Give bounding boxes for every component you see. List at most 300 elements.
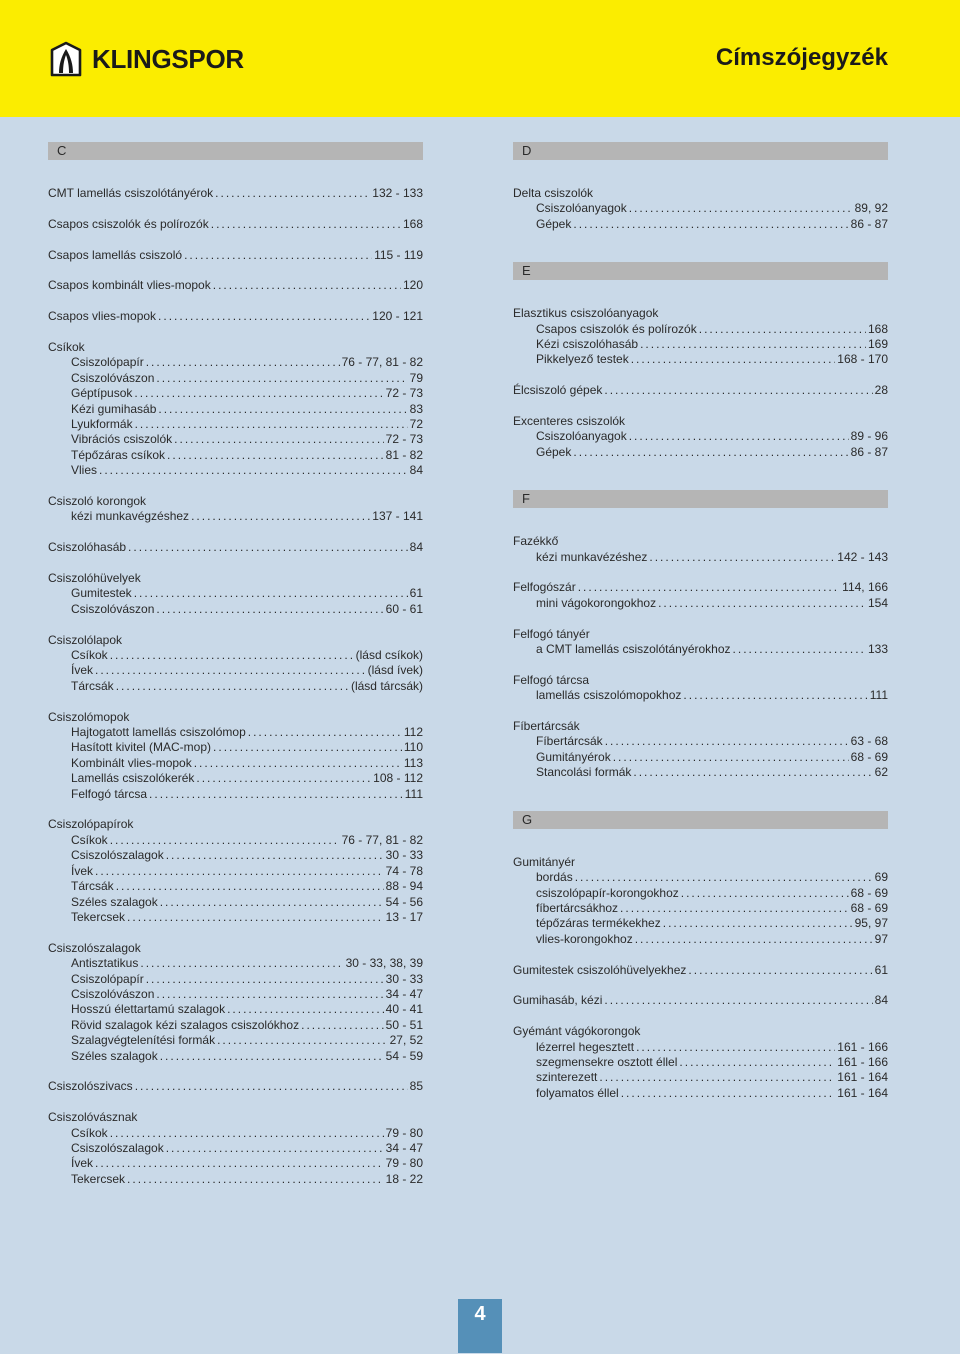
entry-label: Felfogó tárcsa xyxy=(71,786,148,801)
entry-heading: Csíkok xyxy=(48,339,85,354)
index-section-e xyxy=(513,262,888,460)
index-entry xyxy=(48,1141,423,1156)
index-entry xyxy=(48,679,423,694)
entry-heading: Fíbertárcsák xyxy=(513,719,580,734)
dot-leader xyxy=(635,932,873,947)
entry-pages: 108 - 112 xyxy=(373,771,423,786)
dot-leader xyxy=(629,429,849,444)
dot-leader xyxy=(215,186,370,201)
entry-label: Tépőzáras csíkok xyxy=(71,447,166,462)
index-entry xyxy=(513,750,888,765)
entry-pages: 27, 52 xyxy=(389,1033,423,1048)
dot-leader xyxy=(116,679,349,694)
index-entry xyxy=(48,895,423,910)
index-entry xyxy=(48,509,423,524)
entry-pages: 142 - 143 xyxy=(837,549,888,564)
dot-leader xyxy=(95,1156,384,1171)
index-entry xyxy=(513,322,888,337)
entry-label: Csiszolóanyagok xyxy=(536,201,627,216)
index-entry xyxy=(48,663,423,678)
entry-pages: 161 - 164 xyxy=(837,1070,888,1085)
dot-leader xyxy=(663,916,853,931)
section-letter-bar: C xyxy=(48,142,423,160)
dot-leader xyxy=(613,750,849,765)
entry-heading: Fazékkő xyxy=(513,534,559,549)
entry-pages: 86 - 87 xyxy=(850,216,888,231)
entry-label: Tekercsek xyxy=(71,909,126,924)
dot-leader xyxy=(699,322,866,337)
entry-label: Csiszolóvászon xyxy=(71,601,155,616)
entry-label: Hajtogatott lamellás csiszolómop xyxy=(71,725,246,740)
dot-leader xyxy=(605,734,849,749)
dot-leader xyxy=(573,445,848,460)
entry-label: lamellás csiszolómopokhoz xyxy=(536,688,682,703)
entry-label: Gépek xyxy=(536,216,572,231)
index-group xyxy=(513,993,888,1008)
entry-pages: 161 - 166 xyxy=(837,1039,888,1054)
entry-label: Széles szalagok xyxy=(71,1048,158,1063)
index-group xyxy=(48,309,423,324)
entry-pages: 168 xyxy=(402,216,423,231)
entry-pages: 72 xyxy=(409,417,423,432)
index-entry xyxy=(513,993,888,1008)
index-entry xyxy=(513,445,888,460)
index-section-c xyxy=(48,142,423,1187)
index-section-d xyxy=(513,142,888,232)
entry-pages: 79 - 80 xyxy=(385,1156,423,1171)
index-group xyxy=(48,633,423,695)
entry-heading: Csiszolólapok xyxy=(48,632,123,647)
index-entry xyxy=(48,386,423,401)
entry-pages: 168 xyxy=(867,321,888,336)
entry-pages: 68 - 69 xyxy=(850,885,888,900)
entry-heading: Csiszolószalagok xyxy=(48,940,141,955)
index-entry xyxy=(513,932,888,947)
entry-pages: 62 xyxy=(874,765,888,780)
dot-leader xyxy=(158,309,370,324)
dot-leader xyxy=(146,355,340,370)
dot-leader xyxy=(110,648,354,663)
entry-label: a CMT lamellás csiszolótányérokhoz xyxy=(536,642,731,657)
entry-pages: 79 xyxy=(409,370,423,385)
index-entry xyxy=(513,1040,888,1055)
entry-label: Széles szalagok xyxy=(71,894,158,909)
entry-pages: (lásd ívek) xyxy=(367,663,423,678)
page-number: 4 xyxy=(458,1299,502,1353)
entry-heading: Csiszolópapírok xyxy=(48,817,134,832)
entry-label: Hasított kivitel (MAC-mop) xyxy=(71,740,212,755)
entry-label: Szalagvégtelenítési formák xyxy=(71,1033,216,1048)
index-heading-entry xyxy=(513,580,888,595)
index-group xyxy=(48,941,423,1064)
entry-label: Rövid szalagok kézi szalagos csiszolókhoz xyxy=(71,1017,300,1032)
entry-label: CMT lamellás csiszolótányérok xyxy=(48,186,214,200)
dot-leader xyxy=(127,910,384,925)
entry-pages: 72 - 73 xyxy=(385,386,423,401)
index-entry xyxy=(48,910,423,925)
dot-leader xyxy=(194,756,402,771)
entry-label: szinterezett xyxy=(536,1070,598,1085)
entry-heading: Elasztikus csiszolóanyagok xyxy=(513,306,659,321)
entry-label: Hosszú élettartamú szalagok xyxy=(71,1002,226,1017)
index-entry xyxy=(513,550,888,565)
entry-pages: 113 xyxy=(403,755,423,770)
entry-pages: 89, 92 xyxy=(854,201,888,216)
dot-leader xyxy=(688,963,872,978)
index-entry xyxy=(513,870,888,885)
index-entry xyxy=(48,402,423,417)
entry-label: Csiszolószivacs xyxy=(48,1079,133,1094)
index-group xyxy=(48,540,423,555)
entry-label: Pikkelyező testek xyxy=(536,352,629,367)
entry-heading: Felfogó tárcsa xyxy=(513,672,590,687)
entry-label: tépőzáras termékekhez xyxy=(536,916,661,931)
index-entry xyxy=(513,886,888,901)
index-group xyxy=(48,710,423,802)
dot-leader xyxy=(621,1086,836,1101)
index-entry xyxy=(48,540,423,555)
entry-pages: 154 xyxy=(867,595,888,610)
entry-pages: 95, 97 xyxy=(854,916,888,931)
entry-label: Élcsiszoló gépek xyxy=(513,383,603,398)
index-entry xyxy=(48,864,423,879)
dot-leader xyxy=(649,550,835,565)
entry-label: Tárcsák xyxy=(71,678,114,693)
dot-leader xyxy=(620,901,849,916)
entry-pages: 114, 166 xyxy=(842,580,888,595)
index-group xyxy=(48,1079,423,1094)
entry-label: Stancolási formák xyxy=(536,765,632,780)
entry-label: kézi munkavézéshez xyxy=(536,549,648,564)
entry-pages: 97 xyxy=(874,931,888,946)
index-entry xyxy=(513,734,888,749)
dot-leader xyxy=(196,771,371,786)
entry-pages: 111 xyxy=(869,688,888,703)
index-entry xyxy=(48,756,423,771)
entry-label: Csapos csiszolók és polírozók xyxy=(536,321,697,336)
entry-label: Gumitestek xyxy=(71,586,132,601)
dot-leader xyxy=(134,586,408,601)
entry-pages: 68 - 69 xyxy=(850,749,888,764)
index-group xyxy=(513,414,888,460)
entry-pages: 169 xyxy=(867,337,888,352)
entry-pages: 72 - 73 xyxy=(385,432,423,447)
index-group xyxy=(48,1110,423,1187)
dot-leader xyxy=(99,463,408,478)
index-group xyxy=(513,186,888,232)
entry-label: mini vágokorongokhoz xyxy=(536,595,657,610)
index-group xyxy=(48,217,423,232)
index-entry xyxy=(48,1049,423,1064)
entry-pages: 61 xyxy=(409,586,423,601)
dot-leader xyxy=(146,972,384,987)
index-entry xyxy=(48,355,423,370)
entry-label: Csíkok xyxy=(71,832,108,847)
dot-leader xyxy=(679,1055,835,1070)
entry-heading: Felfogó tányér xyxy=(513,626,590,641)
entry-label: Csiszolóvászon xyxy=(71,370,155,385)
entry-label: Ívek xyxy=(71,663,94,678)
index-entry xyxy=(48,1126,423,1141)
entry-pages: (lásd csíkok) xyxy=(355,648,423,663)
index-group xyxy=(48,571,423,617)
index-entry xyxy=(48,879,423,894)
index-entry xyxy=(48,463,423,478)
entry-label: kézi munkavégzéshez xyxy=(71,509,190,524)
index-entry xyxy=(48,278,423,293)
entry-heading: Csiszolómopok xyxy=(48,709,130,724)
index-column-right xyxy=(513,142,888,1101)
entry-pages: 120 - 121 xyxy=(372,309,423,324)
entry-label: Kézi csiszolóhasáb xyxy=(536,337,639,352)
index-entry xyxy=(48,1018,423,1033)
dot-leader xyxy=(140,956,343,971)
dot-leader xyxy=(301,1018,384,1033)
entry-pages: 60 - 61 xyxy=(385,601,423,616)
entry-label: Csapos vlies-mopok xyxy=(48,309,157,324)
dot-leader xyxy=(135,1079,408,1094)
index-entry xyxy=(48,972,423,987)
entry-pages: 161 - 166 xyxy=(837,1054,888,1069)
entry-label: Gumitestek csiszolóhüvelyekhez xyxy=(513,962,687,977)
entry-pages: 28 xyxy=(874,383,888,398)
index-entry xyxy=(48,371,423,386)
index-entry xyxy=(48,787,423,802)
entry-pages: 50 - 51 xyxy=(385,1017,423,1032)
index-entry xyxy=(48,1002,423,1017)
index-group xyxy=(513,580,888,611)
dot-leader xyxy=(149,787,403,802)
entry-label: Csiszolópapír xyxy=(71,971,144,986)
index-group xyxy=(513,719,888,781)
dot-leader xyxy=(636,1040,835,1055)
entry-pages: 111 xyxy=(404,786,423,801)
entry-label: Lyukformák xyxy=(71,417,133,432)
index-group xyxy=(48,817,423,925)
dot-leader xyxy=(213,278,401,293)
section-letter-bar: G xyxy=(513,811,888,829)
dot-leader xyxy=(95,663,366,678)
entry-label: vlies-korongokhoz xyxy=(536,931,633,946)
dot-leader xyxy=(156,987,383,1002)
dot-leader xyxy=(135,417,408,432)
index-group xyxy=(48,248,423,263)
brand-logo xyxy=(49,40,244,78)
entry-label: Csiszolópapír xyxy=(71,355,144,370)
entry-pages: 79 - 80 xyxy=(385,1125,423,1140)
entry-pages: 85 xyxy=(409,1079,423,1094)
dot-leader xyxy=(578,580,840,595)
entry-pages: 30 - 33 xyxy=(385,848,423,863)
entry-pages: 30 - 33 xyxy=(385,971,423,986)
entry-pages: 168 - 170 xyxy=(837,352,888,367)
index-entry xyxy=(48,309,423,324)
index-entry xyxy=(513,429,888,444)
section-letter-bar: E xyxy=(513,262,888,280)
index-entry xyxy=(513,963,888,978)
index-entry xyxy=(513,901,888,916)
index-entry xyxy=(48,740,423,755)
entry-label: fíbertárcsákhoz xyxy=(536,900,619,915)
entry-pages: 68 - 69 xyxy=(850,900,888,915)
index-group xyxy=(513,963,888,978)
entry-label: csiszolópapír-korongokhoz xyxy=(536,885,679,900)
dot-leader xyxy=(134,386,383,401)
index-entry xyxy=(48,1156,423,1171)
entry-label: Fíbertárcsák xyxy=(536,734,603,749)
dot-leader xyxy=(733,642,866,657)
index-entry xyxy=(513,383,888,398)
index-group xyxy=(513,673,888,704)
entry-pages: 84 xyxy=(874,993,888,1008)
entry-label: Ívek xyxy=(71,1156,94,1171)
section-letter-bar: D xyxy=(513,142,888,160)
index-entry xyxy=(48,956,423,971)
entry-heading: Gyémánt vágókorongok xyxy=(513,1024,641,1039)
entry-heading: Excenteres csiszolók xyxy=(513,414,626,429)
dot-leader xyxy=(158,402,407,417)
dot-leader xyxy=(110,833,340,848)
entry-pages: 34 - 47 xyxy=(385,986,423,1001)
dot-leader xyxy=(156,602,383,617)
entry-label: Csapos csiszolók és polírozók xyxy=(48,216,209,231)
entry-label: Csíkok xyxy=(71,1125,108,1140)
dot-leader xyxy=(110,1126,384,1141)
entry-label: Csiszolószalagok xyxy=(71,848,164,863)
index-group xyxy=(48,340,423,479)
entry-pages: 84 xyxy=(409,463,423,478)
index-entry xyxy=(48,217,423,232)
index-group xyxy=(48,186,423,201)
entry-label: Gépek xyxy=(536,444,572,459)
index-group xyxy=(513,1024,888,1101)
entry-pages: 112 xyxy=(403,725,423,740)
entry-pages: 115 - 119 xyxy=(374,247,423,262)
entry-pages: 137 - 141 xyxy=(372,509,423,524)
dot-leader xyxy=(174,432,383,447)
entry-label: Csiszolóhasáb xyxy=(48,540,127,555)
entry-heading: Csiszolóvásznak xyxy=(48,1110,138,1125)
dot-leader xyxy=(128,540,408,555)
entry-label: folyamatos éllel xyxy=(536,1085,619,1100)
index-column-left xyxy=(48,142,423,1187)
entry-label: Géptípusok xyxy=(71,386,133,401)
index-entry xyxy=(48,417,423,432)
entry-pages: 81 - 82 xyxy=(385,447,423,462)
index-entry xyxy=(48,833,423,848)
entry-label: szegmensekre osztott éllel xyxy=(536,1054,678,1069)
dot-leader xyxy=(127,1172,384,1187)
index-entry xyxy=(48,1172,423,1187)
entry-pages: 89 - 96 xyxy=(850,429,888,444)
entry-heading: Delta csiszolók xyxy=(513,186,594,200)
dot-leader xyxy=(211,217,401,232)
dot-leader xyxy=(640,337,866,352)
dot-leader xyxy=(681,886,849,901)
entry-pages: 110 xyxy=(403,740,423,755)
dot-leader xyxy=(631,352,836,367)
entry-heading: Csiszoló korongok xyxy=(48,494,147,509)
entry-label: Kézi gumihasáb xyxy=(71,401,157,416)
index-entry xyxy=(513,1086,888,1101)
entry-label: Ívek xyxy=(71,863,94,878)
dot-leader xyxy=(599,1070,835,1085)
index-entry xyxy=(513,201,888,216)
index-entry xyxy=(48,771,423,786)
index-group xyxy=(48,278,423,293)
index-entry xyxy=(513,688,888,703)
entry-label: Csiszolóvászon xyxy=(71,986,155,1001)
entry-pages: 13 - 17 xyxy=(385,909,423,924)
index-entry xyxy=(513,1070,888,1085)
dot-leader xyxy=(248,725,402,740)
index-entry xyxy=(48,186,423,201)
entry-pages: 54 - 56 xyxy=(385,894,423,909)
index-entry xyxy=(513,337,888,352)
entry-label: Antisztatikus xyxy=(71,956,139,971)
dot-leader xyxy=(658,596,866,611)
dot-leader xyxy=(166,848,384,863)
index-entry xyxy=(513,596,888,611)
dot-leader xyxy=(167,448,384,463)
dot-leader xyxy=(217,1033,388,1048)
entry-label: bordás xyxy=(536,870,573,885)
dot-leader xyxy=(191,509,370,524)
index-entry xyxy=(48,648,423,663)
entry-pages: 88 - 94 xyxy=(385,879,423,894)
index-entry xyxy=(48,987,423,1002)
entry-pages: 30 - 33, 38, 39 xyxy=(345,956,423,971)
index-entry xyxy=(48,848,423,863)
index-entry xyxy=(513,1055,888,1070)
entry-pages: 63 - 68 xyxy=(850,734,888,749)
entry-label: Gumihasáb, kézi xyxy=(513,993,603,1008)
entry-pages: (lásd tárcsák) xyxy=(350,678,423,693)
entry-label: Kombinált vlies-mopok xyxy=(71,755,192,770)
dot-leader xyxy=(629,201,853,216)
dot-leader xyxy=(633,765,872,780)
entry-label: Tárcsák xyxy=(71,879,114,894)
dot-leader xyxy=(184,248,372,263)
index-entry xyxy=(513,765,888,780)
index-entry xyxy=(48,1033,423,1048)
entry-label: Csíkok xyxy=(71,648,108,663)
entry-label: Csiszolóanyagok xyxy=(536,429,627,444)
entry-label: Csapos lamellás csiszoló xyxy=(48,247,183,262)
entry-label: Vlies xyxy=(71,463,98,478)
entry-label: Vibrációs csiszolók xyxy=(71,432,173,447)
entry-pages: 34 - 47 xyxy=(385,1140,423,1155)
entry-pages: 84 xyxy=(409,540,423,555)
entry-pages: 61 xyxy=(874,962,888,977)
dot-leader xyxy=(227,1002,384,1017)
entry-heading: Csiszolóhüvelyek xyxy=(48,571,141,586)
page-header xyxy=(0,0,960,117)
index-section-f xyxy=(513,490,888,780)
entry-label: Csapos kombinált vlies-mopok xyxy=(48,278,211,293)
entry-label: Tekercsek xyxy=(71,1171,126,1186)
entry-pages: 40 - 41 xyxy=(385,1002,423,1017)
dot-leader xyxy=(683,688,867,703)
entry-pages: 161 - 164 xyxy=(837,1085,888,1100)
index-group xyxy=(513,383,888,398)
entry-pages: 54 - 59 xyxy=(385,1048,423,1063)
index-entry xyxy=(48,602,423,617)
entry-pages: 133 xyxy=(867,642,888,657)
entry-label: Csiszolószalagok xyxy=(71,1140,164,1155)
index-entry xyxy=(513,352,888,367)
entry-pages: 74 - 78 xyxy=(385,863,423,878)
